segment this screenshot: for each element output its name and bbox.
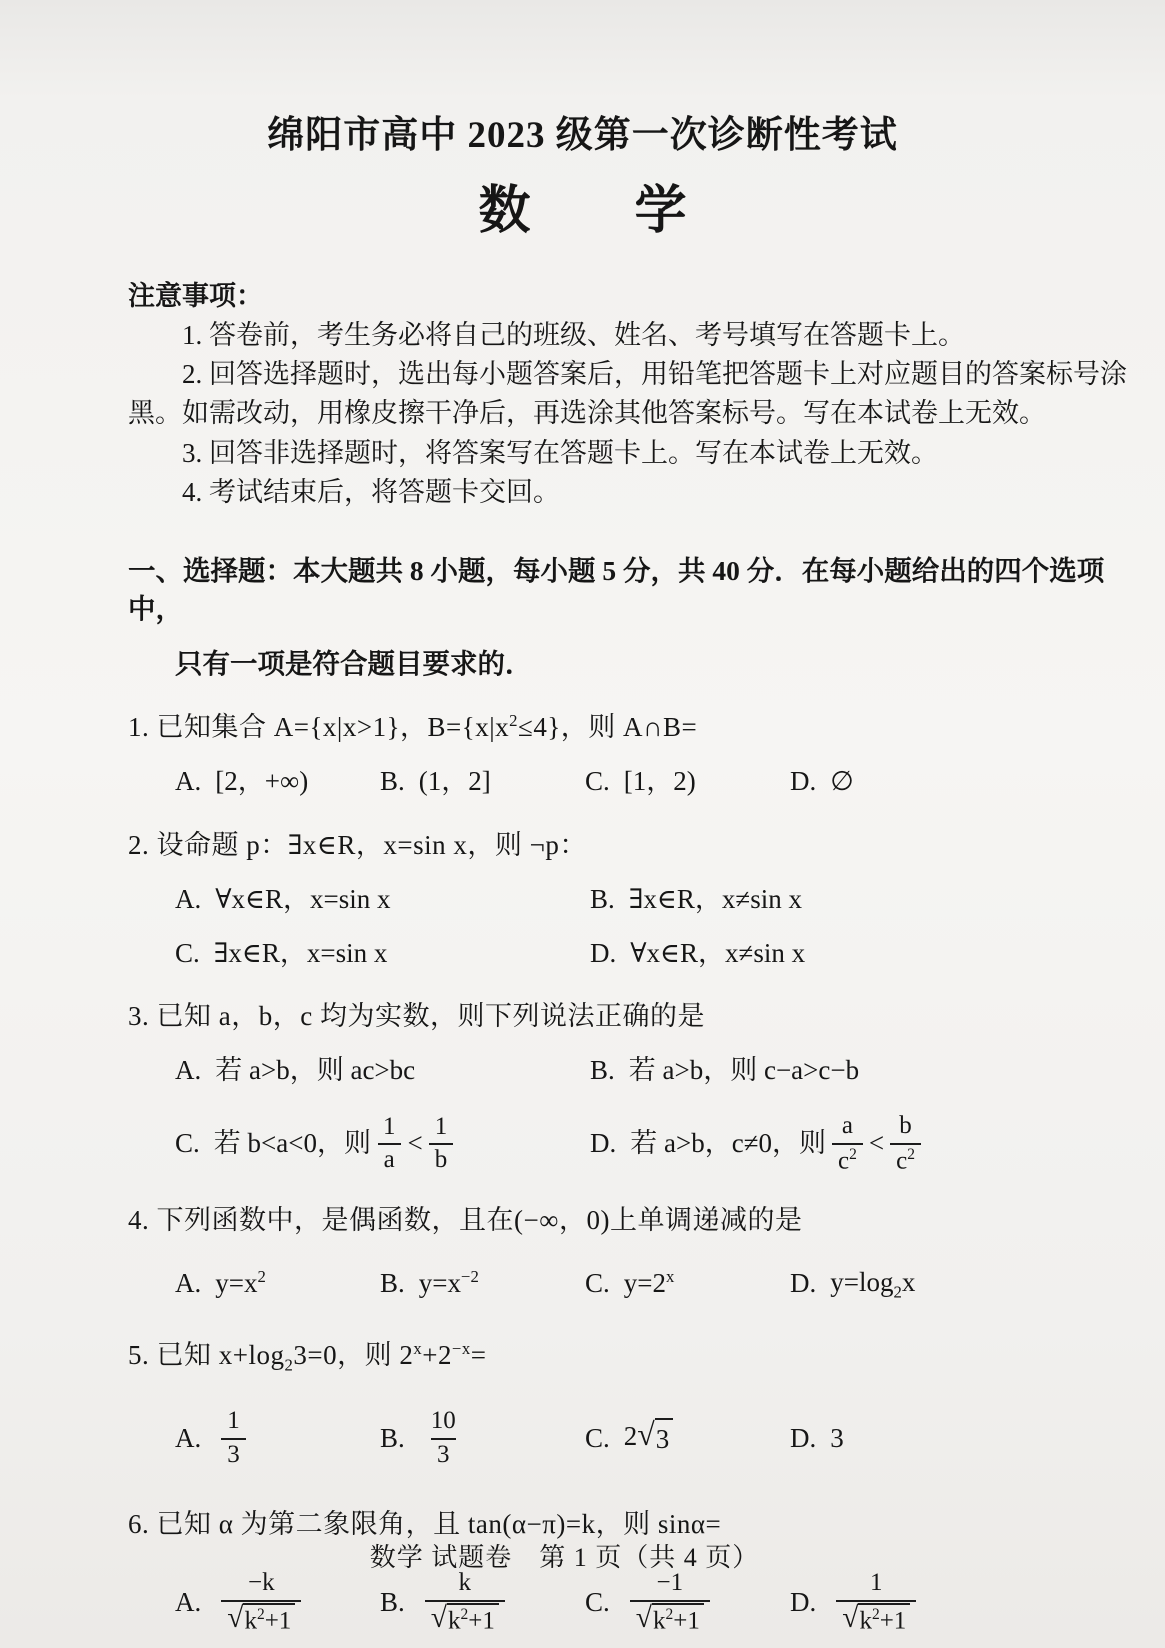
- option-label: B.: [380, 1422, 405, 1453]
- option-value: [2，+∞): [215, 766, 309, 797]
- question-2: [128, 827, 1127, 972]
- notice-heading: 注意事项：: [128, 281, 263, 311]
- option-label: C.: [585, 1267, 610, 1298]
- notice-block: [128, 277, 1127, 512]
- question-1-stem: [128, 709, 1127, 747]
- option-4a: [175, 1265, 380, 1303]
- option-3a: [175, 1052, 590, 1090]
- option-value: 2 √ 3: [624, 1418, 674, 1459]
- fraction: −1 √ $k^2+1$: [630, 1569, 710, 1636]
- option-value: ∃x∈R，x≠sin x: [628, 883, 802, 914]
- option-label: B.: [380, 1586, 405, 1617]
- option-label: D.: [790, 1586, 817, 1617]
- titles: [83, 104, 1082, 243]
- option-label: C.: [585, 1586, 610, 1617]
- option-label: A.: [175, 1422, 202, 1453]
- option-2a: [175, 881, 590, 919]
- option-value: [1，2): [623, 766, 696, 797]
- option-label: A.: [175, 1055, 202, 1086]
- radical: √ $k^2+1$: [431, 1603, 499, 1636]
- option-value: (1，2]: [418, 766, 491, 797]
- option-value: $y=x^2$: [215, 1266, 266, 1298]
- section-heading-line2: 只有一项是符合题目要求的．: [175, 647, 533, 679]
- option-6d: [790, 1569, 1127, 1636]
- option-6b: [380, 1569, 585, 1636]
- option-label: A.: [175, 1586, 202, 1617]
- q1-stem-text: 1. 已知集合 A={x|x>1}，B={x|x: [128, 712, 510, 743]
- option-value: ∀x∈R，x≠sin x: [630, 937, 806, 968]
- option-label: B.: [380, 766, 405, 797]
- question-3: [128, 998, 1127, 1175]
- option-label: C.: [585, 1422, 610, 1453]
- q1-stem-sup: 2: [509, 711, 519, 731]
- notice-item-3: 3. 回答非选择题时，将答案写在答题卡上。写在本试卷上无效。: [182, 437, 938, 468]
- option-label: C.: [585, 766, 610, 797]
- radical: √ $k^2+1$: [227, 1603, 295, 1636]
- question-6-options: [128, 1569, 1127, 1636]
- question-1: [128, 709, 1127, 801]
- question-3-options-row2: [128, 1112, 1127, 1176]
- option-label: D.: [590, 1127, 617, 1158]
- question-4-stem: 4. 下列函数中，是偶函数，且在(−∞，0)上单调递减的是: [128, 1204, 803, 1235]
- radical: √ $k^2+1$: [842, 1603, 910, 1636]
- fraction: 1 √ $k^2+1$: [836, 1569, 916, 1636]
- page-footer: 数学 试题卷 第 1 页（共 4 页）: [369, 1543, 760, 1572]
- sqrt-symbol: √: [635, 1602, 652, 1635]
- notice-item-4: 4. 考试结束后，将答题卡交回。: [182, 476, 560, 507]
- option-value: 3: [830, 1422, 844, 1453]
- option-4c: [585, 1265, 790, 1303]
- option-value: 若 a>b，则 ac>bc: [215, 1055, 416, 1086]
- section-heading-line1: 一、选择题：本大题共 8 小题，每小题 5 分，共 40 分．在每小题给出的四个选项中，: [128, 554, 1105, 625]
- notice-item-1: 1. 答卷前，考生务必将自己的班级、姓名、考号填写在答题卡上。: [182, 320, 965, 351]
- question-3-stem: 3. 已知 a，b，c 均为实数，则下列说法正确的是: [128, 1001, 705, 1032]
- option-5b: [380, 1407, 585, 1470]
- option-label: D.: [790, 766, 817, 797]
- sqrt-symbol: √: [637, 1417, 655, 1453]
- option-label: A.: [175, 766, 202, 797]
- option-value: ∀x∈R，x=sin x: [215, 883, 391, 914]
- fraction: $\frac{a}{c^2}$: [832, 1112, 863, 1176]
- option-value: ∃x∈R，x=sin x: [213, 937, 388, 968]
- option-5c: [585, 1418, 790, 1459]
- option-label: A.: [175, 1267, 202, 1298]
- question-3-options-row1: [128, 1052, 1127, 1090]
- option-4d: [790, 1264, 1127, 1304]
- comparison-sign: <: [407, 1127, 423, 1158]
- option-label: A.: [175, 883, 202, 914]
- radical: √ $k^2+1$: [636, 1603, 704, 1636]
- option-value: 若 a>b，则 c−a>c−b: [628, 1055, 860, 1086]
- option-4b: [380, 1265, 585, 1303]
- question-6-stem: 6. 已知 α 为第二象限角，且 tan(α−π)=k，则 sinα=: [128, 1508, 722, 1539]
- option-value: $y=x^{-2}$: [418, 1266, 479, 1298]
- question-2-options-row2: [128, 935, 1127, 973]
- option-value: $y=2^x$: [623, 1266, 675, 1298]
- option-2d: [590, 935, 1127, 973]
- question-5-stem: 5. 已知 $x+\log_23=0$，则 $2^x+2^{-x}=$: [128, 1339, 487, 1375]
- subject-title: 数 学: [478, 183, 687, 240]
- option-5d: [790, 1420, 1127, 1458]
- option-label: B.: [590, 883, 615, 914]
- option-text: 若 a>b，c≠0，则: [630, 1127, 827, 1158]
- fraction: −k √ $k^2+1$: [221, 1569, 301, 1636]
- question-2-stem: 2. 设命题 p：∃x∈R，x=sin x，则 ¬p：: [128, 829, 587, 860]
- fraction: $\frac{1}{b}$: [429, 1113, 454, 1176]
- option-label: C.: [175, 1127, 200, 1158]
- option-2c: [175, 935, 590, 973]
- option-6a: [175, 1569, 380, 1636]
- option-label: C.: [175, 937, 200, 968]
- option-value: $y=\log_2x$: [830, 1266, 916, 1301]
- option-label: D.: [790, 1267, 817, 1298]
- sqrt-symbol: √: [842, 1602, 859, 1635]
- option-1b: [380, 763, 585, 801]
- question-2-options-row1: [128, 881, 1127, 919]
- fraction: $\frac{b}{c^2}$: [890, 1112, 921, 1176]
- option-2b: [590, 881, 1127, 919]
- option-label: D.: [790, 1422, 817, 1453]
- option-text: 若 b<a<0，则: [213, 1127, 371, 1158]
- exam-title: 绵阳市高中 2023 级第一次诊断性考试: [267, 115, 898, 156]
- question-4: [128, 1202, 1127, 1304]
- question-5-options: [128, 1407, 1127, 1470]
- option-1a: [175, 763, 380, 801]
- fraction: $\frac{10}{3}$: [430, 1407, 456, 1468]
- radical: √ 3: [637, 1418, 673, 1459]
- section-heading: [128, 552, 1127, 684]
- comparison-sign: <: [868, 1127, 885, 1158]
- question-5: [128, 1337, 1127, 1469]
- option-3b: [590, 1052, 1127, 1090]
- q1-stem-text2: ≤4}，则 A∩B=: [518, 712, 698, 743]
- option-label: B.: [380, 1267, 405, 1298]
- option-3d: [590, 1112, 1127, 1176]
- option-5a: [175, 1407, 380, 1470]
- sqrt-symbol: √: [227, 1602, 244, 1635]
- option-1d: [790, 763, 1127, 801]
- question-4-options: [128, 1264, 1127, 1304]
- fraction: k √ $k^2+1$: [425, 1569, 505, 1636]
- fraction: $\frac{1}{3}$: [221, 1407, 246, 1470]
- question-1-options: [128, 763, 1127, 801]
- option-value: ∅: [830, 766, 854, 797]
- option-1c: [585, 763, 790, 801]
- option-3c: [175, 1113, 590, 1176]
- option-label: B.: [590, 1055, 615, 1086]
- notice-item-2: 2. 回答选择题时，选出每小题答案后，用铅笔把答题卡上对应题目的答案标号涂黑。如需改动，用橡皮擦干净后，再选涂其他答案标号。写在本试卷上无效。: [128, 359, 1127, 429]
- option-label: D.: [590, 937, 617, 968]
- sqrt-symbol: √: [430, 1602, 447, 1635]
- option-6c: [585, 1569, 790, 1636]
- fraction: $\frac{1}{a}$: [377, 1113, 402, 1176]
